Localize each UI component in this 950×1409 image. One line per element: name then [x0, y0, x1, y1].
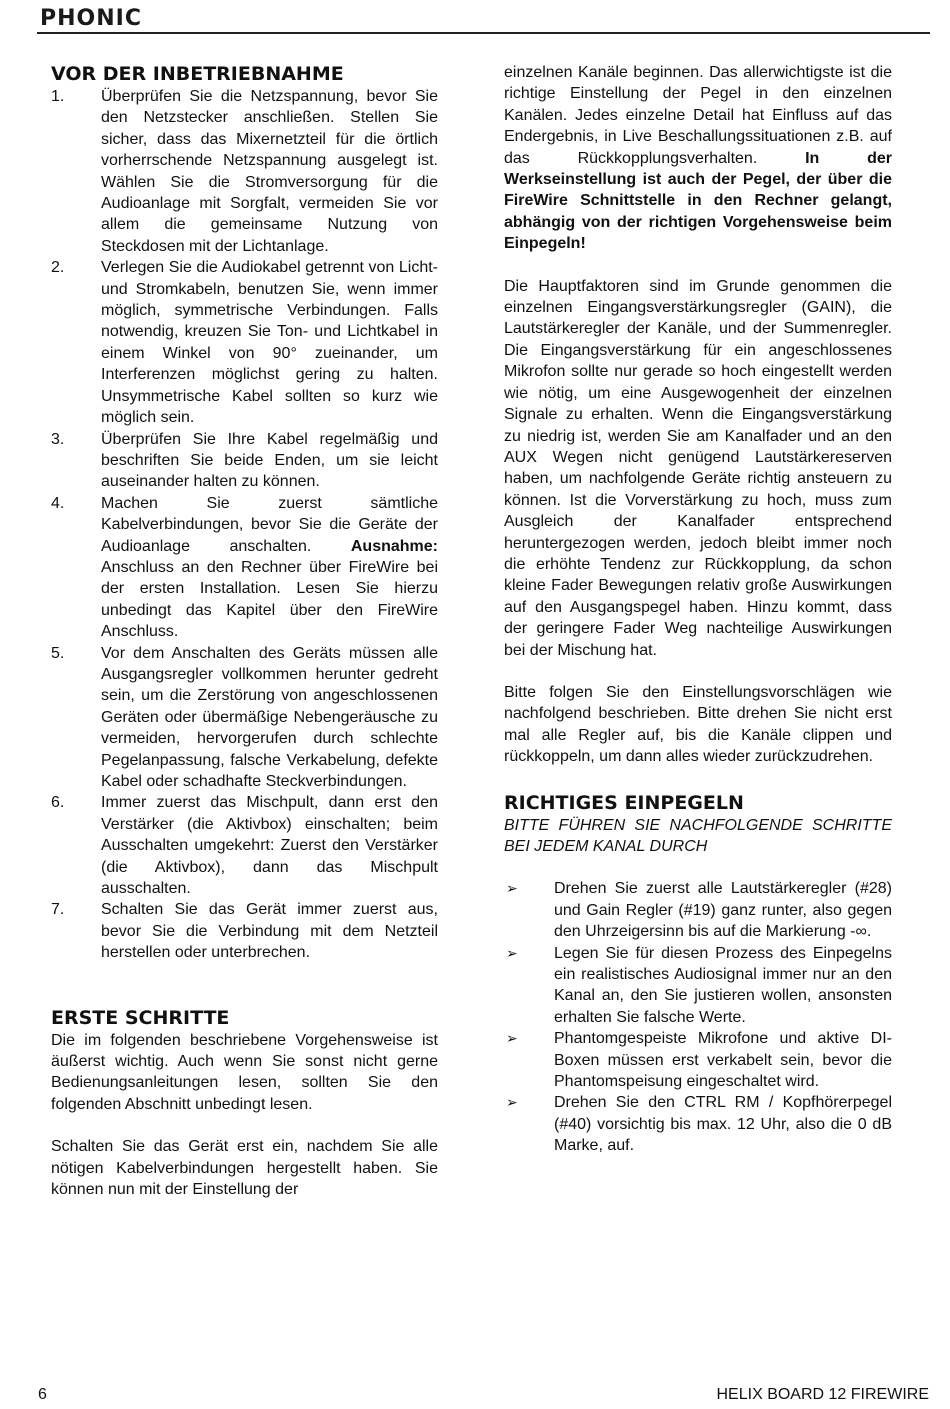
item-number: 1.: [51, 88, 65, 105]
arrow-bullet-icon: ➢: [506, 944, 518, 961]
paragraph: Schalten Sie das Gerät erst ein, nachdem Sie alle nötigen Kabelverbindungen hergestellt haben. Sie können nun mit der Einstellung der: [51, 1138, 438, 1199]
list-item: [504, 1092, 892, 1156]
spacer: [51, 1115, 438, 1136]
list-item: [504, 943, 892, 1029]
item-text: Verlegen Sie die Audiokabel getrennt von Licht- und Stromkabeln, benutzen Sie, wenn immer möglich, symmetrische Verbindungen. Falls notwendig, kreuzen Sie Ton- und Lichtkabel in einem Winkel von 90° zueinander, um Interferenzen möglichst gering zu halten. Unsymmetrische Kabel sollten so kurz wie möglich sein.: [101, 259, 438, 427]
item-text: Überprüfen Sie die Netzspannung, bevor Sie den Netzstecker anschließen. Stellen Sie sicher, dass das Mixernetzteil für die örtlich vorherrschende Netzspannung ausgelegt ist. Wählen Sie die Stromversorgung für die Audioanlage mit Sorgfalt, vermeiden Sie vor allem die gemeinsame Nutzung von Steckdosen mit der Lichtanlage.: [101, 88, 438, 255]
spacer: [504, 255, 892, 276]
section-title-erste-schritte: ERSTE SCHRITTE: [51, 1006, 230, 1029]
item-text: Überprüfen Sie Ihre Kabel regelmäßig und beschriften Sie beide Enden, um sie leicht auseinander halten zu können.: [101, 430, 438, 491]
paragraph: Bitte folgen Sie den Einstellungsvorschlägen wie nachfolgend beschrieben. Bitte drehen Sie nicht erst mal alle Regler auf, bis die Kanäle clippen und rückkoppeln, um dann alles wieder zurückzudrehen.: [504, 683, 892, 766]
header-rule: [37, 32, 930, 34]
item-number: 6.: [51, 794, 65, 812]
paragraph-text: einzelnen Kanäle beginnen. Das allerwichtigste ist die richtige Einstellung der Pegel in den einzelnen Kanälen. Jedes einzelne Detail hat Einfluss auf das Endergebnis, in Live Beschallungssituationen z.B. auf das Rückkopplungsverhalten.: [504, 64, 892, 167]
document-title: HELIX BOARD 12 FIREWIRE: [716, 1386, 929, 1403]
item-text: Drehen Sie den CTRL RM / Kopfhörerpegel (#40) vorsichtig bis max. 12 Uhr, also die 0 dB Marke, auf.: [554, 1094, 892, 1155]
item-bold-exception: Ausnahme:: [350, 537, 438, 555]
list-item: [51, 792, 438, 899]
paragraph: Die im folgenden beschriebene Vorgehensweise ist äußerst wichtig. Auch wenn Sie sonst nicht gerne Bedienungsanleitungen lesen, sollten Sie den folgenden Abschnitt unbedingt lesen.: [51, 1031, 438, 1113]
spacer: [51, 964, 438, 1006]
left-column: [51, 62, 438, 1201]
list-item: [51, 429, 438, 493]
spacer: [504, 768, 892, 791]
list-item: [51, 86, 438, 257]
arrow-bullet-icon: ➢: [506, 1030, 518, 1047]
paragraph-bold-text: In der Werkseinstellung ist auch der Pegel, der über die FireWire Schnittstelle in den Rechner gelangt, abhängig von der richtigen Vorgehensweise beim Einpegeln!: [504, 149, 892, 253]
section-subheading: BITTE FÜHREN SIE NACHFOLGENDE SCHRITTE BEI JEDEM KANAL DURCH: [504, 816, 892, 855]
paragraph: Die Hauptfaktoren sind im Grunde genommen die einzelnen Eingangsverstärkungsregler (GAIN), die Lautstärkeregler der Kanäle, und der Summenregler. Die Eingangsverstärkung für ein angeschlossenes Mikrofon sollte nur gerade so hoch eingestellt werden wie nötig, um eine Ausgewogenheit der einzelnen Signale zu erhalten. Wenn die Eingangsverstärkung zu niedrig ist, werden Sie am Kanalfader und an den AUX Wegen nicht genügend Lautstärkereserven haben, um nachfolgende Geräte richtig ansteuern zu können. Ist die Vorverstärkung zu hoch, muss zum Ausgleich der Kanalfader entsprechend heruntergezogen werden, jedoch bleibt immer noch die erhöhte Tendenz zur Rückkopplung, da schon kleine Fader Bewegungen relativ große Auswirkungen auf den Ausgangspegel haben. Hinzu kommt, dass der geringere Fader Weg nachteilige Auswirkungen bei der Mischung hat.: [504, 277, 892, 659]
list-item: [51, 493, 438, 643]
right-column: [504, 62, 892, 1157]
arrow-bullet-icon: ➢: [506, 880, 518, 897]
list-item: [51, 257, 438, 428]
item-text: Legen Sie für diesen Prozess des Einpegelns ein realistisches Audiosignal immer nur an den Kanal an, den Sie justieren wollen, ansonsten erhalten Sie falsche Werte.: [554, 944, 892, 1026]
item-text: Schalten Sie das Gerät immer zuerst aus, bevor Sie die Verbindung mit dem Netzteil herstellen oder unterbrechen.: [101, 901, 438, 962]
section-title-vor-der-inbetriebnahme: VOR DER INBETRIEBNAHME: [51, 63, 344, 85]
item-text: Immer zuerst das Mischpult, dann erst den Verstärker (die Aktivbox) einschalten; beim Ausschalten umgekehrt: Zuerst den Verstärker (die Aktivbox), dann das Mischpult ausschalten.: [101, 794, 438, 898]
item-text: Drehen Sie zuerst alle Lautstärkeregler (#28) und Gain Regler (#19) ganz runter, also gegen den Uhrzeigersinn bis auf die Markierung -∞.: [554, 880, 892, 941]
phonic-logo: PHONIC: [40, 6, 142, 31]
item-number: 5.: [51, 644, 65, 662]
item-number: 2.: [51, 259, 65, 277]
list-item: [51, 899, 438, 963]
item-text: Phantomgespeiste Mikrofone und aktive DI-Boxen müssen erst verkabelt sein, bevor die Phantomspeisung eingeschaltet wird.: [554, 1030, 892, 1091]
preparation-list: [51, 86, 438, 964]
item-number: 7.: [51, 901, 65, 919]
arrow-bullet-icon: ➢: [506, 1094, 518, 1111]
item-number: 4.: [51, 494, 65, 512]
list-item: [504, 878, 892, 942]
item-number: 3.: [51, 430, 65, 448]
item-text: Machen Sie zuerst sämtliche Kabelverbindungen, bevor Sie die Geräte der Audioanlage anschalten.: [101, 494, 438, 555]
item-text: Vor dem Anschalten des Geräts müssen alle Ausgangsregler vollkommen herunter gedreht sein, um die Zerstörung von angeschlossenen Geräten oder übermäßige Nebengeräusche zu vermeiden, hervorgerufen durch schlechte Pegelanpassung, falsche Verkabelung, defekte Kabel oder schadhafte Steckverbindungen.: [101, 644, 438, 790]
spacer: [504, 661, 892, 682]
section-title-richtiges-einpegeln: RICHTIGES EINPEGELN: [504, 791, 744, 814]
list-item: [51, 643, 438, 793]
leveling-steps-list: [504, 878, 892, 1156]
page-number: 6: [38, 1386, 47, 1403]
item-text: Anschluss an den Rechner über FireWire bei der ersten Installation. Lesen Sie hierzu unbedingt das Kapitel über den FireWire Anschluss.: [101, 558, 438, 641]
paragraph: [504, 62, 892, 255]
list-item: [504, 1028, 892, 1092]
spacer: [504, 857, 892, 878]
